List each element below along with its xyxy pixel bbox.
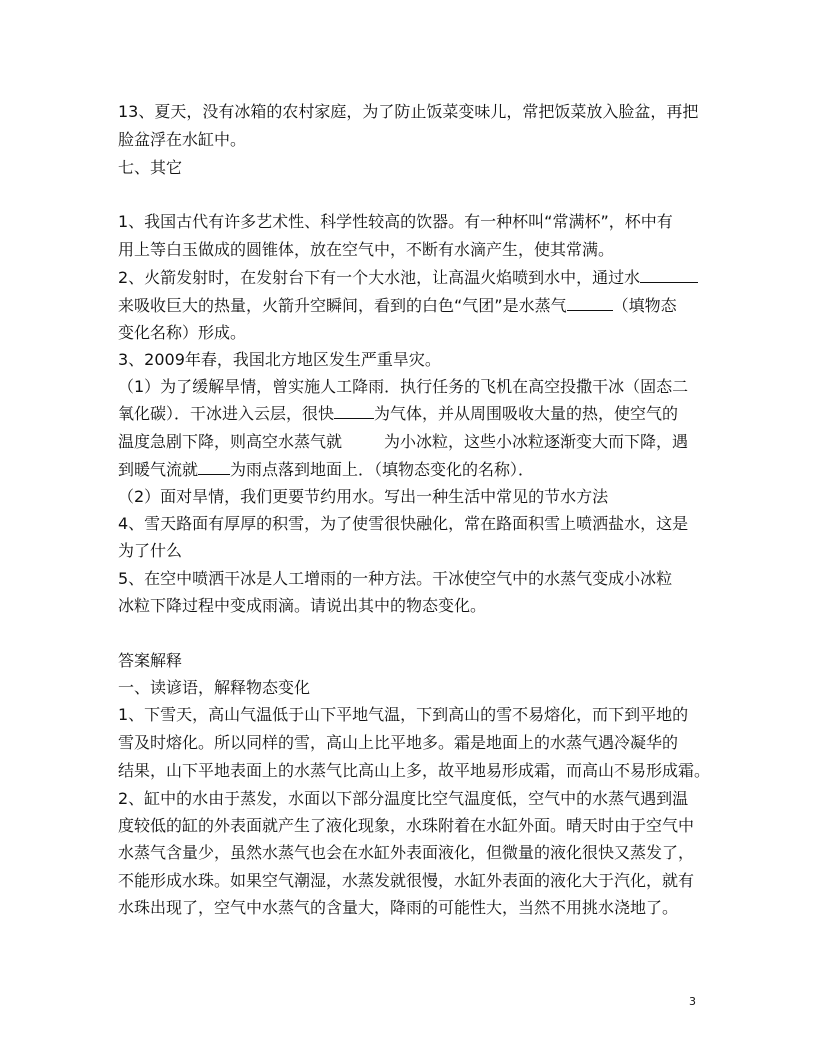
text-line: 水珠出现了，空气中水蒸气的含量大，降雨的可能性大，当然不用挑水浇地了。 xyxy=(118,898,679,917)
text-segment: 到暖气流就 xyxy=(118,460,199,479)
text-segment: 2、火箭发射时，在发射台下有一个大水池，让高温火焰喷到水中，通过水 xyxy=(118,268,641,287)
text-line: 1、下雪天，高山气温低于山下平地气温，下到高山的雪不易熔化，而下到平地的 xyxy=(118,705,689,724)
answer-blank xyxy=(334,404,374,419)
text-line: 4、雪天路面有厚厚的积雪，为了使雪很快融化，常在路面积雪上喷洒盐水，这是 xyxy=(118,514,689,533)
text-line: （2）面对旱情，我们更要节约用水。写出一种生活中常见的节水方法 xyxy=(118,487,609,506)
text-line: 为了什么 xyxy=(118,541,183,560)
text-segment: 为气体，并从周围吸收大量的热，使空气的 xyxy=(374,404,679,423)
text-line xyxy=(118,432,688,452)
text-line xyxy=(118,296,677,316)
answer-blank xyxy=(567,296,613,311)
text-line: 度较低的缸的外表面就产生了液化现象，水珠附着在水缸外面。晴天时由于空气中 xyxy=(118,816,695,835)
section-heading: 一、读谚语，解释物态变化 xyxy=(118,678,311,697)
text-segment: 为雨点落到地面上．（填物态变化的名称）． xyxy=(230,460,535,479)
text-line: 5、在空中喷洒干冰是人工增雨的一种方法。干冰使空气中的水蒸气变成小冰粒 xyxy=(118,569,673,588)
text-line: 水蒸气含量少，虽然水蒸气也会在水缸外表面液化，但微量的液化很快又蒸发了， xyxy=(118,843,695,862)
text-line: 雪及时熔化。所以同样的雪，高山上比平地多。霜是地面上的水蒸气遇冷凝华的 xyxy=(118,733,679,752)
text-line: 不能形成水珠。如果空气潮湿，水蒸发就很慢，水缸外表面的液化大于汽化，就有 xyxy=(118,871,695,890)
text-line: 2、缸中的水由于蒸发，水面以下部分温度比空气温度低，空气中的水蒸气遇到温 xyxy=(118,789,689,808)
text-line: 1、我国古代有许多艺术性、科学性较高的饮器。有一种杯叫“常满杯”，杯中有 xyxy=(118,212,673,231)
text-segment: 氧化碳）．干冰进入云层，很快 xyxy=(118,404,335,423)
text-line: 13、夏天，没有冰箱的农村家庭，为了防止饭菜变味儿，常把饭菜放入脸盆，再把 xyxy=(118,102,699,121)
text-line: 冰粒下降过程中变成雨滴。请说出其中的物态变化。 xyxy=(118,596,487,615)
text-line xyxy=(118,268,698,288)
text-line: 脸盆浮在水缸中。 xyxy=(118,130,247,149)
section-heading: 七、其它 xyxy=(118,158,183,177)
text-line: 3、2009年春，我国北方地区发生严重旱灾。 xyxy=(118,350,441,369)
text-line: 结果，山下平地表面上的水蒸气比高山上多，故平地易形成霜，而高山不易形成霜。 xyxy=(118,761,711,780)
text-line: （1）为了缓解旱情，曾实施人工降雨．执行任务的飞机在高空投撒干冰（固态二 xyxy=(118,377,689,396)
text-segment: 来吸收巨大的热量，火箭升空瞬间，看到的白色“气团”是水蒸气 xyxy=(118,296,567,315)
text-segment: 温度急剧下降，则高空水蒸气就 xyxy=(118,432,343,451)
answer-blank xyxy=(198,460,230,475)
answer-blank xyxy=(640,268,698,283)
text-line: 变化名称）形成。 xyxy=(118,323,247,342)
text-line: 用上等白玉做成的圆锥体，放在空气中，不断有水滴产生，使其常满。 xyxy=(118,240,615,259)
text-segment: 为小冰粒，这些小冰粒逐渐变大而下降，遇 xyxy=(384,432,689,451)
section-heading: 答案解释 xyxy=(118,651,183,670)
page-number: 3 xyxy=(689,995,696,1008)
text-line xyxy=(118,404,678,424)
text-line xyxy=(118,460,534,480)
text-segment: （填物态 xyxy=(612,296,677,315)
